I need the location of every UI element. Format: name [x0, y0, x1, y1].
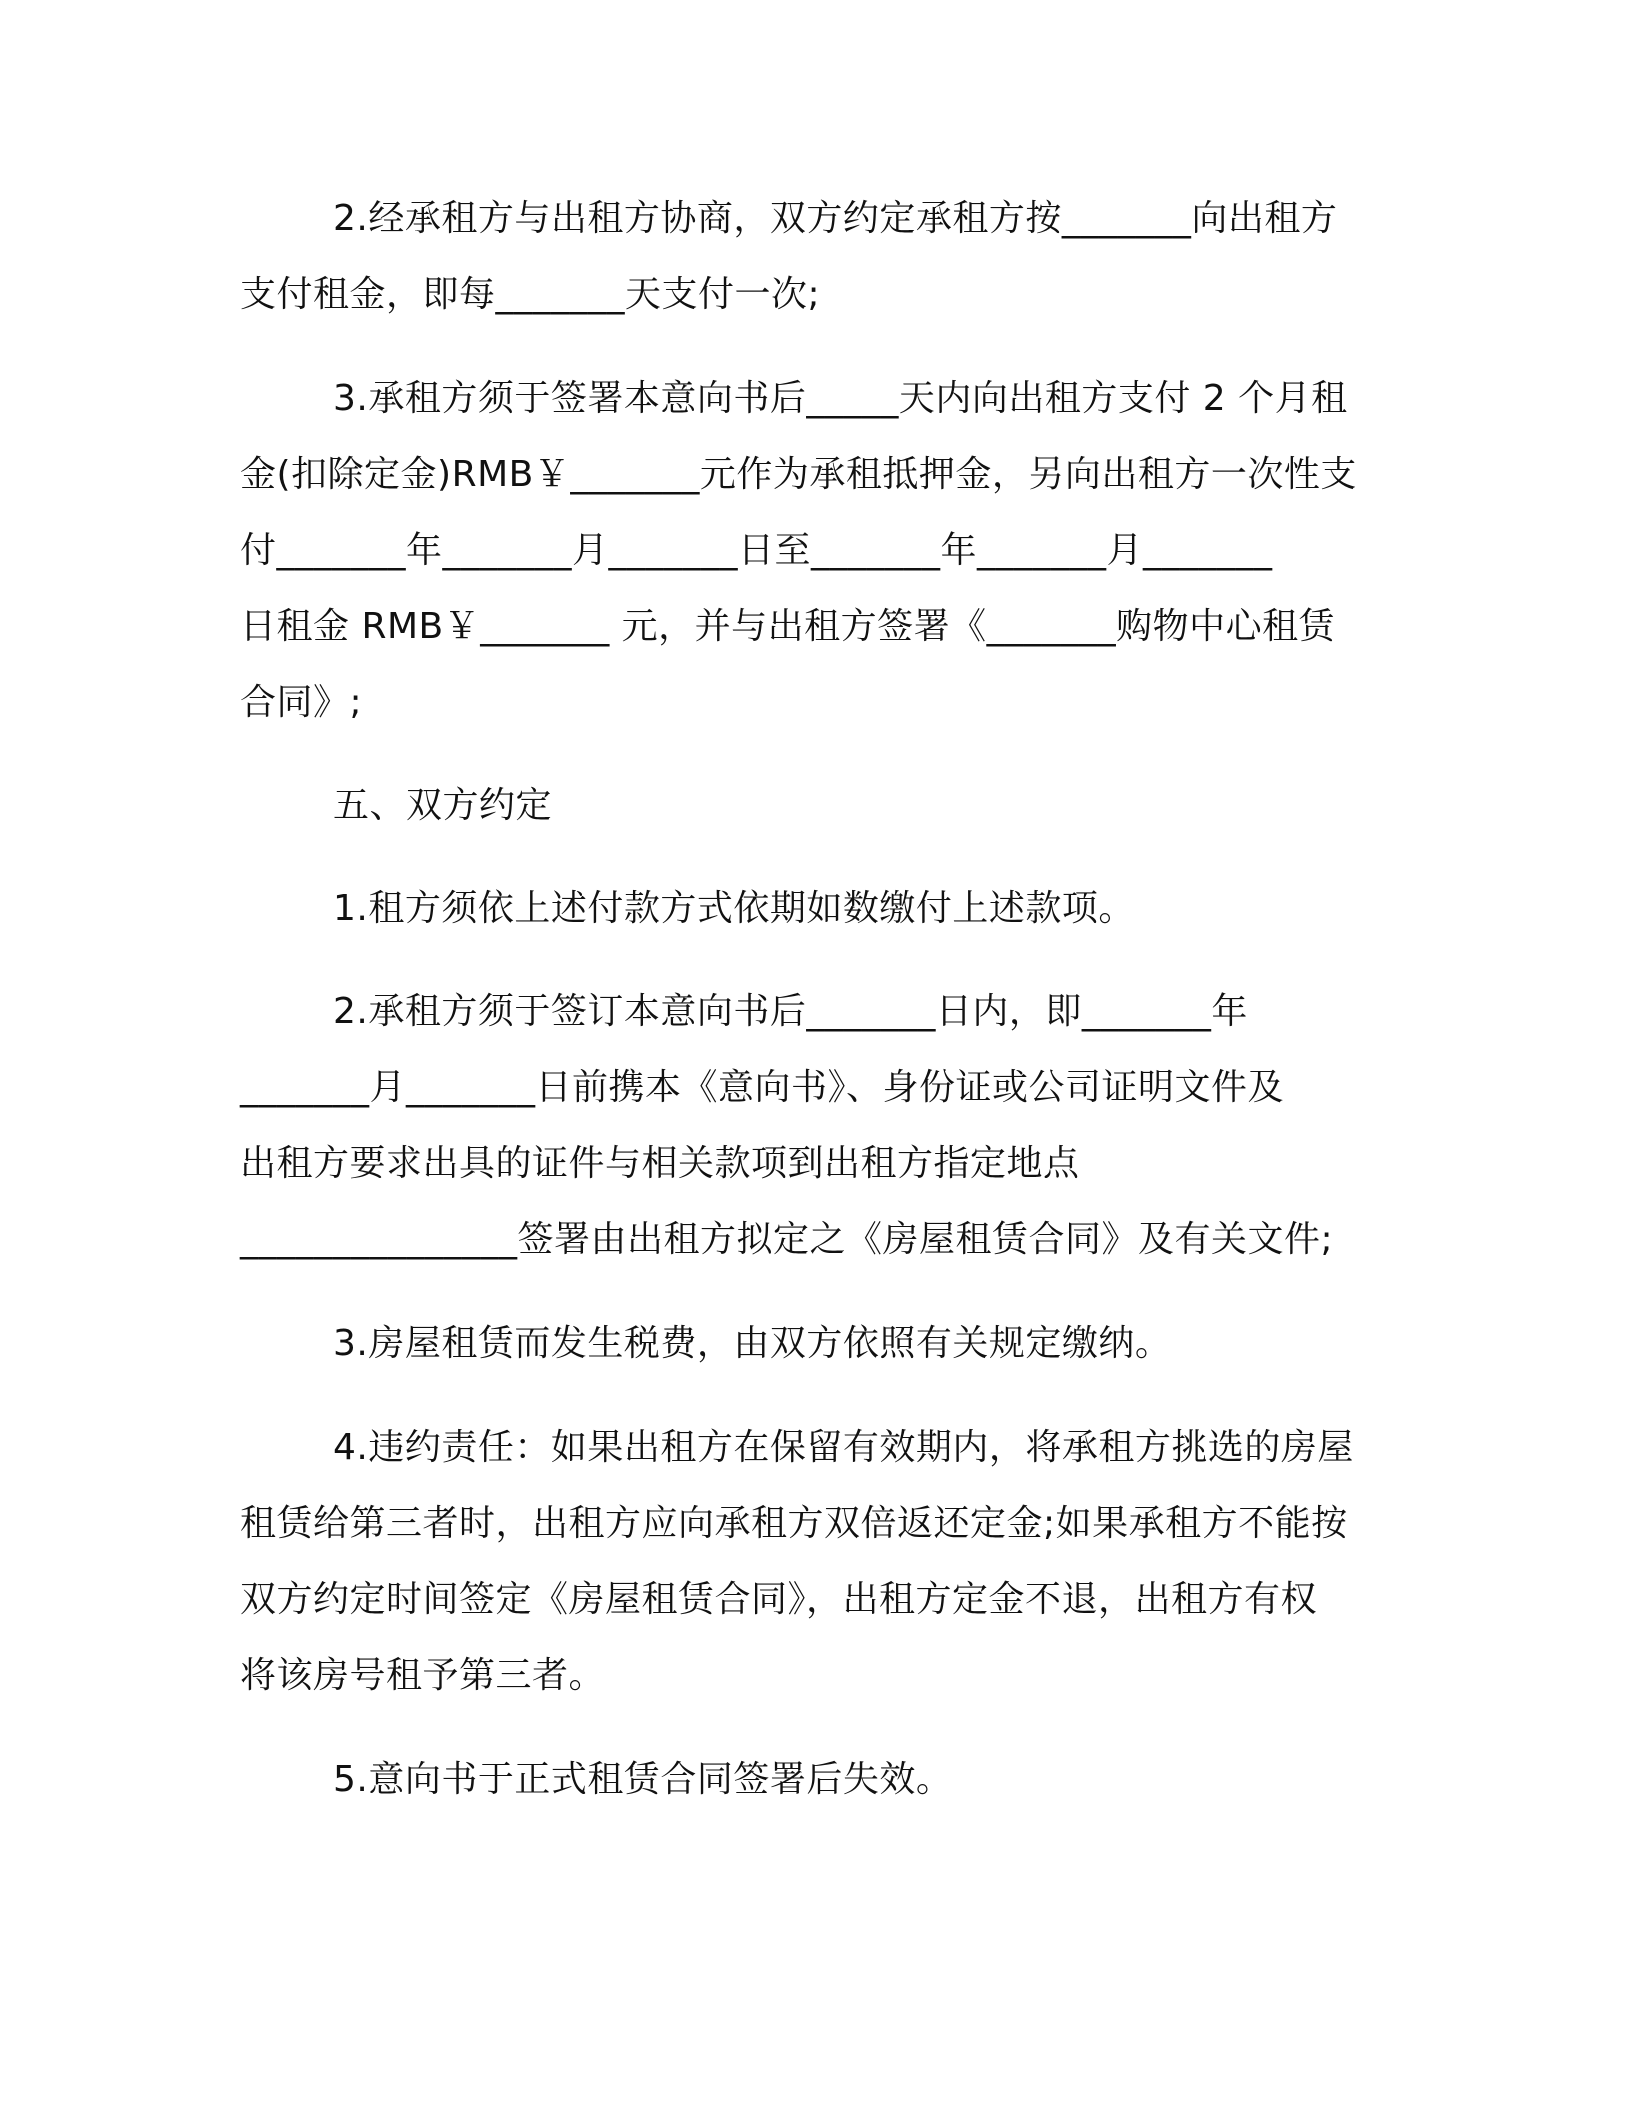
payment-method-line-1: 2.经承租方与出租方协商，双方约定承租方按_______向出租方 [333, 198, 1338, 239]
agreement-4-line-1: 4.违约责任：如果出租方在保留有效期内，将承租方挑选的房屋 [333, 1427, 1354, 1468]
agreement-2-line-2: _______月_______日前携本《意向书》、身份证或公司证明文件及 [240, 1067, 1285, 1108]
agreement-2-line-3: 出租方要求出具的证件与相关款项到出租方指定地点 [240, 1143, 1080, 1184]
agreement-4-line-2: 租赁给第三者时，出租方应向承租方双倍返还定金;如果承租方不能按 [240, 1503, 1348, 1544]
agreement-2-line-4: _______________签署由出租方拟定之《房屋租赁合同》及有关文件; [240, 1219, 1334, 1260]
agreement-1-line-1: 1.租方须依上述付款方式依期如数缴付上述款项。 [333, 888, 1135, 929]
deposit-line-3: 付_______年_______月_______日至_______年_______月_______ [240, 530, 1273, 571]
payment-method-line-2: 支付租金，即每_______天支付一次; [240, 274, 821, 315]
section-five-heading: 五、双方约定 [333, 785, 553, 826]
deposit-line-5: 合同》; [240, 682, 363, 723]
agreement-2-line-1: 2.承租方须于签订本意向书后_______日内，即_______年 [333, 991, 1248, 1032]
agreement-4-line-4: 将该房号租予第三者。 [240, 1655, 606, 1696]
deposit-line-1: 3.承租方须于签署本意向书后_____天内向出租方支付 2 个月租 [333, 378, 1348, 419]
deposit-line-4: 日租金 RMB￥_______ 元，并与出租方签署《_______购物中心租赁 [240, 606, 1336, 647]
deposit-line-2: 金(扣除定金)RMB￥_______元作为承租抵押金，另向出租方一次性支 [240, 454, 1357, 495]
agreement-4-line-3: 双方约定时间签定《房屋租赁合同》，出租方定金不退，出租方有权 [240, 1579, 1318, 1620]
agreement-3-line-1: 3.房屋租赁而发生税费，由双方依照有关规定缴纳。 [333, 1323, 1172, 1364]
agreement-5-line-1: 5.意向书于正式租赁合同签署后失效。 [333, 1759, 953, 1800]
